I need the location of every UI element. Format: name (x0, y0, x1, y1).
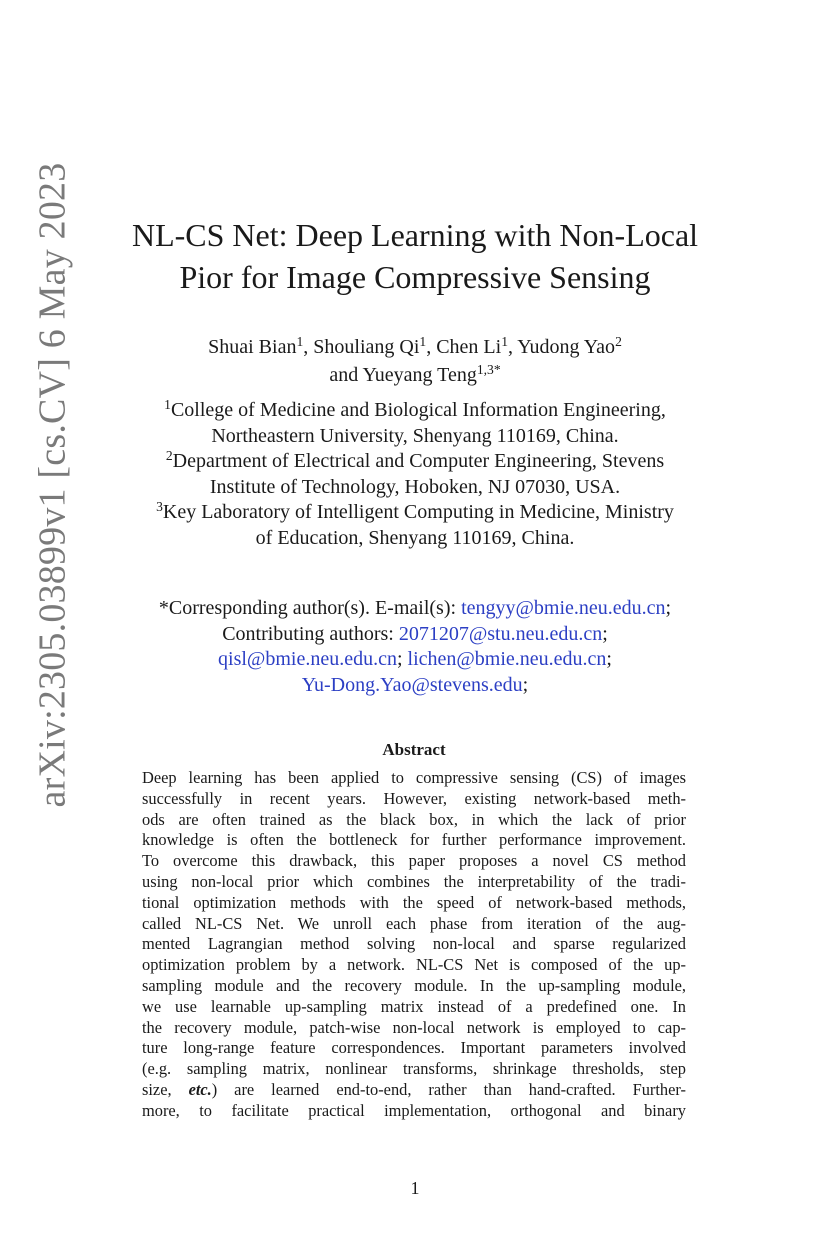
author-and: and (329, 364, 359, 386)
abstract-line: successfully in recent years. However, existing network-based meth- (142, 788, 686, 808)
author-sup: 1,3* (476, 361, 501, 377)
abstract-text: size, (142, 1079, 172, 1099)
affiliation-text: of Education, Shenyang 110169, China. (255, 526, 575, 549)
email-line (90, 673, 740, 699)
title-line-2: Pior for Image Compressive Sensing (179, 259, 651, 295)
abstract-emphasis: etc. (188, 1079, 212, 1099)
abstract-line: (e.g. sampling matrix, nonlinear transforms, shrinkage thresholds, step (142, 1059, 686, 1079)
author-list (90, 333, 740, 389)
corresponding-label: *Corresponding author(s). E-mail(s): (158, 597, 457, 619)
corresponding-email-link[interactable]: tengyy@bmie.neu.edu.cn (461, 597, 666, 619)
affiliation-text: Key Laboratory of Intelligent Computing in Medicine, Ministry (162, 501, 674, 523)
separator: ; (522, 673, 529, 696)
abstract-line: ture long-range feature correspondences. Important parameters involved (142, 1038, 686, 1058)
affiliation-sup: 2 (165, 447, 173, 463)
abstract-line: the recovery module, patch-wise non-local network is employed to cap- (142, 1017, 686, 1037)
affiliation-list (90, 398, 740, 551)
separator: ; (665, 597, 672, 619)
affiliation-sup: 3 (156, 498, 163, 514)
affiliation-text: Department of Electrical and Computer Engineering, Stevens (172, 450, 665, 472)
corresponding-line (90, 596, 740, 622)
abstract-line: ods are often trained as the black box, in which the lack of prior (142, 809, 686, 829)
author-sup: 1 (296, 333, 304, 349)
contributing-line (90, 622, 740, 648)
author-line-2 (90, 361, 740, 389)
author-sup: 1 (419, 333, 427, 349)
separator: ; (602, 622, 608, 645)
author-name: Yueyang Teng (362, 364, 477, 386)
abstract-line: called NL-CS Net. We unroll each phase from iteration of the aug- (142, 913, 686, 933)
abstract-line: knowledge is often the bottleneck for further performance improvement. (142, 830, 686, 850)
separator: ; (606, 648, 612, 670)
affiliation-text: Institute of Technology, Hoboken, NJ 07030, USA. (209, 475, 621, 498)
email-link[interactable]: qisl@bmie.neu.edu.cn (218, 648, 397, 670)
abstract-text: ) are learned end-to-end, rather than hand-crafted. Further- (211, 1079, 686, 1099)
author-line-1: Shuai Bian$^1$, Shouliang Qi$^1$, Chen Li$^1$, Yudong Yao$^2$ (208, 333, 622, 358)
abstract-heading: Abstract (382, 740, 446, 759)
author-sup: 2 (615, 333, 622, 349)
paper-title (90, 214, 740, 298)
affiliation-sup: 1 (164, 396, 171, 412)
arxiv-stamp-text: arXiv:2305.03899v1 [cs.CV] 6 May 2023 (31, 162, 74, 808)
author-sup: 1 (501, 333, 508, 349)
abstract-line: Deep learning has been applied to compressive sensing (CS) of images (142, 768, 686, 787)
abstract-line: more, to facilitate practical implementation, orthogonal and binary (142, 1100, 686, 1120)
abstract-line: using non-local prior which combines the interpretability of the tradi- (142, 871, 686, 891)
abstract-line: mented Lagrangian method solving non-local and sparse regularized (142, 934, 686, 954)
contributing-label: Contributing authors: (222, 622, 394, 645)
email-line (90, 647, 740, 673)
affiliation-text: Northeastern University, Shenyang 110169, China. (211, 424, 619, 447)
arxiv-stamp (16, 150, 88, 820)
title-line-1: NL-CS Net: Deep Learning with Non-Local (131, 217, 699, 253)
email-link[interactable]: 2071207@stu.neu.edu.cn (398, 622, 603, 645)
author-name: Shouliang Qi (313, 336, 420, 358)
affiliation-1 (90, 398, 740, 449)
author-name: Yudong Yao (517, 336, 616, 358)
abstract-line: To overcome this drawback, this paper proposes a novel CS method (142, 851, 686, 871)
page-number: 1 (410, 1178, 420, 1198)
abstract-line: we use learnable up-sampling matrix instead of a predefined one. In (142, 996, 686, 1016)
separator: ; (396, 648, 403, 670)
email-link[interactable]: lichen@bmie.neu.edu.cn (407, 648, 607, 670)
author-name: Shuai Bian (208, 336, 297, 358)
abstract-body (142, 768, 686, 1122)
abstract-line: tional optimization methods with the speed of network-based methods, (142, 892, 686, 912)
affiliation-3 (90, 500, 740, 551)
affiliation-2 (90, 449, 740, 500)
abstract-line: sampling module and the recovery module. In the up-sampling module, (142, 975, 686, 995)
abstract-line: optimization problem by a network. NL-CS Net is composed of the up- (142, 955, 686, 975)
email-link[interactable]: Yu-Dong.Yao@stevens.edu (301, 673, 523, 696)
contact-block (90, 596, 740, 698)
abstract-line (142, 1080, 686, 1101)
affiliation-text: College of Medicine and Biological Information Engineering, (170, 399, 666, 421)
author-name: Chen Li (436, 336, 502, 358)
